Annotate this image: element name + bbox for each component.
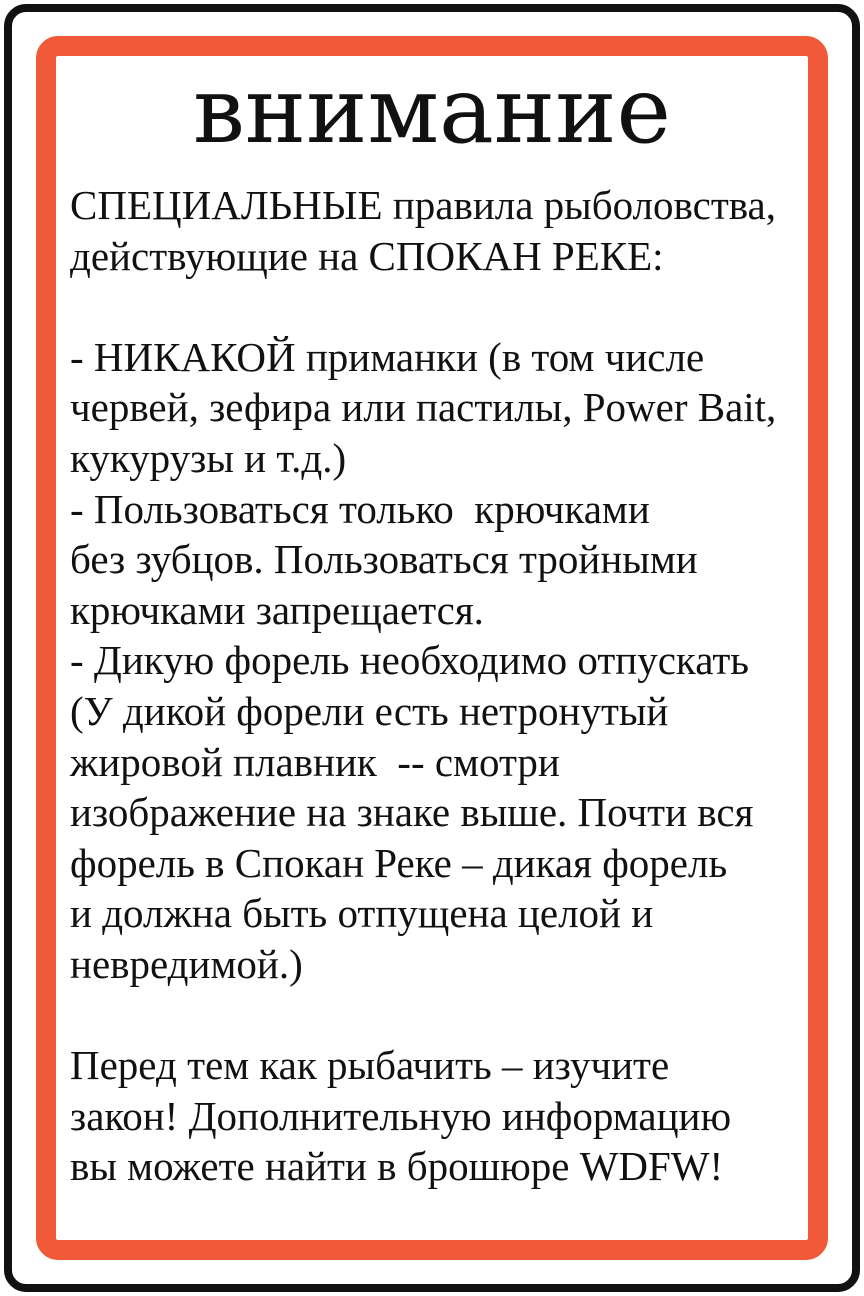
sign-line: Перед тем как рыбачить – изучите bbox=[70, 1042, 670, 1089]
sign-body-text bbox=[70, 180, 810, 1192]
sign-line: невредимой.) bbox=[70, 940, 303, 987]
sign-line: без зубцов. Пользоваться тройными bbox=[70, 536, 698, 583]
sign-title: внимание bbox=[193, 57, 671, 164]
sign-line: червей, зефира или пастилы, Power Bait, bbox=[70, 384, 777, 431]
sign-line: и должна быть отпущена целой и bbox=[70, 890, 654, 937]
sign-line: СПЕЦИАЛЬНЫЕ правила рыболовства, bbox=[70, 182, 777, 228]
sign-line: (У дикой форели есть нетронутый bbox=[70, 687, 669, 734]
sign-line: - Дикую форель необходимо отпускать bbox=[70, 637, 749, 684]
sign-line: изображение на знаке выше. Почти вся bbox=[70, 789, 754, 836]
sign-line-blank bbox=[70, 990, 810, 1041]
sign-line: крючками запрещается. bbox=[70, 586, 484, 633]
sign-line: кукурузы и т.д.) bbox=[70, 434, 347, 481]
sign-line: действующие на СПОКАН РЕКЕ: bbox=[70, 232, 664, 279]
sign-line: жировой плавник -- смотри bbox=[70, 738, 560, 785]
sign-line-blank bbox=[70, 281, 810, 332]
sign-line: форель в Спокан Реке – дикая форель bbox=[70, 839, 728, 886]
sign-line: - НИКАКОЙ приманки (в том числе bbox=[70, 333, 705, 380]
sign-line: закон! Дополнительную информацию bbox=[70, 1092, 732, 1139]
sign-line: - Пользоваться только крючками bbox=[70, 485, 650, 532]
sign-line: вы можете найти в брошюре WDFW! bbox=[70, 1143, 724, 1190]
